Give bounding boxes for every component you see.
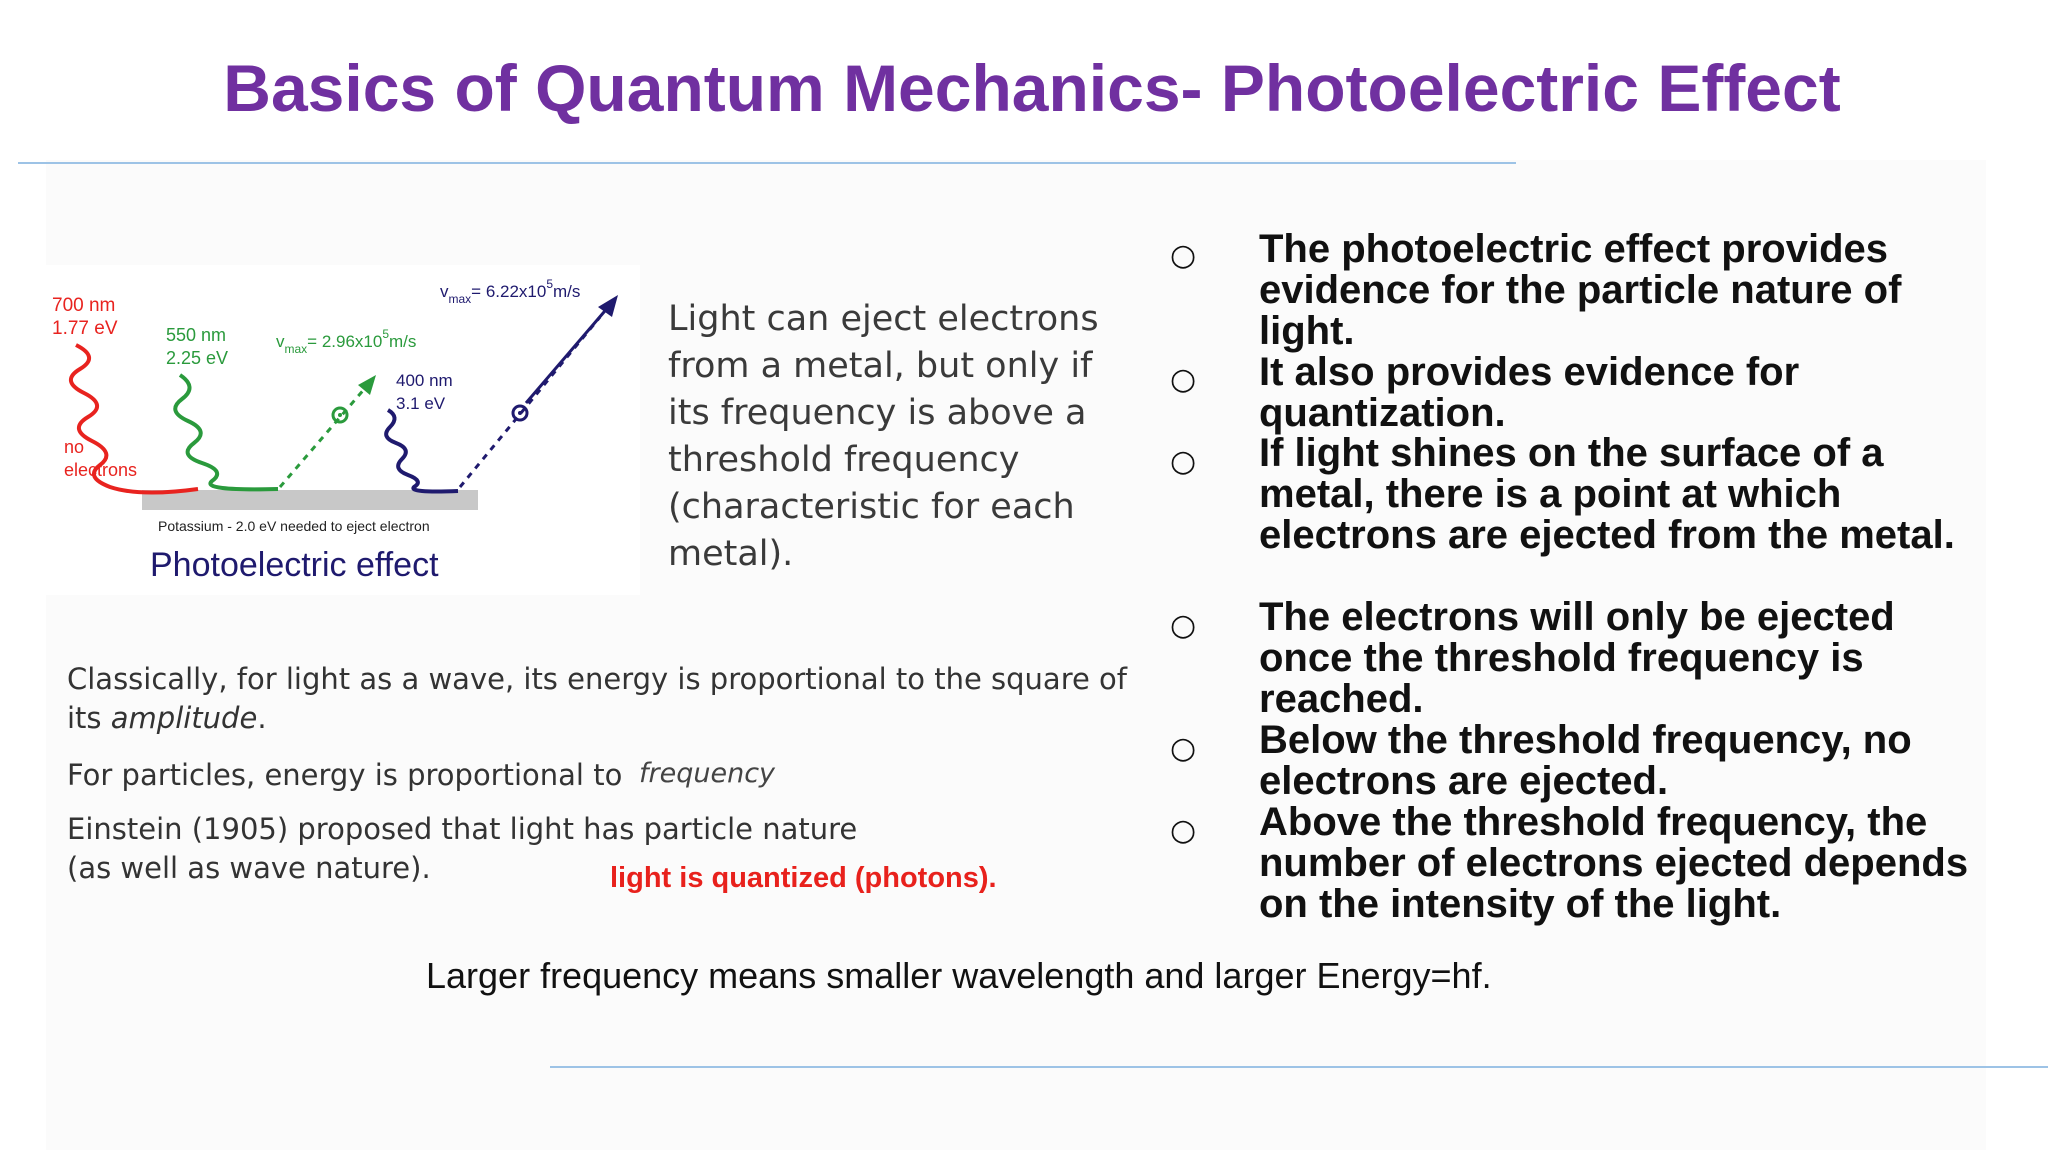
bullet-item: If light shines on the surface of a metal, there is a point at which electrons are ejected from the metal. bbox=[1259, 431, 1955, 557]
bullet-item: It also provides evidence for quantization. bbox=[1259, 350, 1800, 435]
classical-line1-text: Classically, for light as a wave, its energy is proportional to the square of its bbox=[67, 662, 1128, 735]
bullet-item: Above the threshold frequency, the number of electrons ejected depends on the intensity of the light. bbox=[1259, 800, 1969, 926]
frequency-energy-summary: Larger frequency means smaller wavelength and larger Energy=hf. bbox=[426, 955, 1492, 996]
blue-electron-dot bbox=[518, 411, 522, 415]
green-vmax-value: = 2.96x10 bbox=[307, 332, 383, 351]
light-quantized-note: light is quantized (photons). bbox=[610, 862, 997, 894]
bullet-marker: ○ bbox=[1170, 362, 1197, 397]
green-vmax-exp: 5 bbox=[382, 327, 390, 341]
photoelectric-diagram bbox=[40, 265, 640, 595]
blue-vmax-label bbox=[440, 277, 580, 306]
bullet-marker: ○ bbox=[1170, 238, 1197, 273]
green-energy: 2.25 eV bbox=[166, 348, 229, 368]
plate-label: Potassium - 2.0 eV needed to eject electron bbox=[158, 518, 430, 534]
blue-wavelength: 400 nm bbox=[396, 371, 453, 390]
bottom-rule bbox=[550, 1066, 2048, 1068]
blue-wave bbox=[386, 410, 458, 492]
diagram-caption: Photoelectric effect bbox=[150, 546, 439, 584]
light-ejection-description: Light can eject electrons from a metal, but only if its frequency is above a threshold frequency (characteristic for each metal). bbox=[668, 299, 1099, 574]
bullet-marker: ○ bbox=[1170, 813, 1197, 848]
photoelectric-diagram-svg bbox=[40, 265, 640, 595]
green-vmax-sub: max bbox=[284, 342, 308, 356]
blue-vmax-exp: 5 bbox=[546, 277, 554, 291]
no-electrons-label-1: no bbox=[64, 437, 85, 457]
classical-wave-text bbox=[67, 660, 1127, 738]
bullet-marker: ○ bbox=[1170, 731, 1197, 766]
blue-vmax-unit: m/s bbox=[553, 282, 581, 301]
green-wave bbox=[175, 375, 278, 489]
amplitude-word: amplitude bbox=[110, 701, 258, 735]
green-vmax-unit: m/s bbox=[389, 332, 417, 351]
no-electrons-label-2: electrons bbox=[64, 460, 138, 480]
red-energy: 1.77 eV bbox=[52, 318, 118, 339]
blue-vmax-v: v bbox=[440, 282, 449, 301]
frequency-word: frequency bbox=[639, 758, 776, 789]
particle-energy-text: For particles, energy is proportional to bbox=[67, 758, 623, 792]
green-wavelength: 550 nm bbox=[166, 325, 227, 345]
bullet-item: Below the threshold frequency, no electrons are ejected. bbox=[1259, 718, 1912, 803]
einstein-text: Einstein (1905) proposed that light has particle nature (as well as wave nature). bbox=[67, 812, 858, 885]
bullet-marker: ○ bbox=[1170, 444, 1197, 479]
title-underline-rule bbox=[18, 162, 1516, 164]
red-wavelength: 700 nm bbox=[52, 295, 116, 316]
green-electron-path bbox=[280, 387, 366, 487]
blue-vmax-value: = 6.22x10 bbox=[471, 282, 547, 301]
slide-title: Basics of Quantum Mechanics- Photoelectric Effect bbox=[223, 51, 1841, 125]
blue-energy: 3.1 eV bbox=[396, 394, 446, 413]
blue-vmax-sub: max bbox=[448, 292, 472, 306]
green-vmax-label bbox=[276, 327, 416, 356]
green-vmax-v: v bbox=[276, 332, 285, 351]
bullet-item: The electrons will only be ejected once the threshold frequency is reached. bbox=[1259, 595, 1895, 721]
green-electron-dot bbox=[338, 413, 342, 417]
blue-arrow-shaft bbox=[526, 305, 610, 403]
bullet-item: The photoelectric effect provides evidence for the particle nature of light. bbox=[1259, 227, 1902, 353]
classical-line1-period: . bbox=[257, 701, 267, 735]
bullet-marker: ○ bbox=[1170, 608, 1197, 643]
